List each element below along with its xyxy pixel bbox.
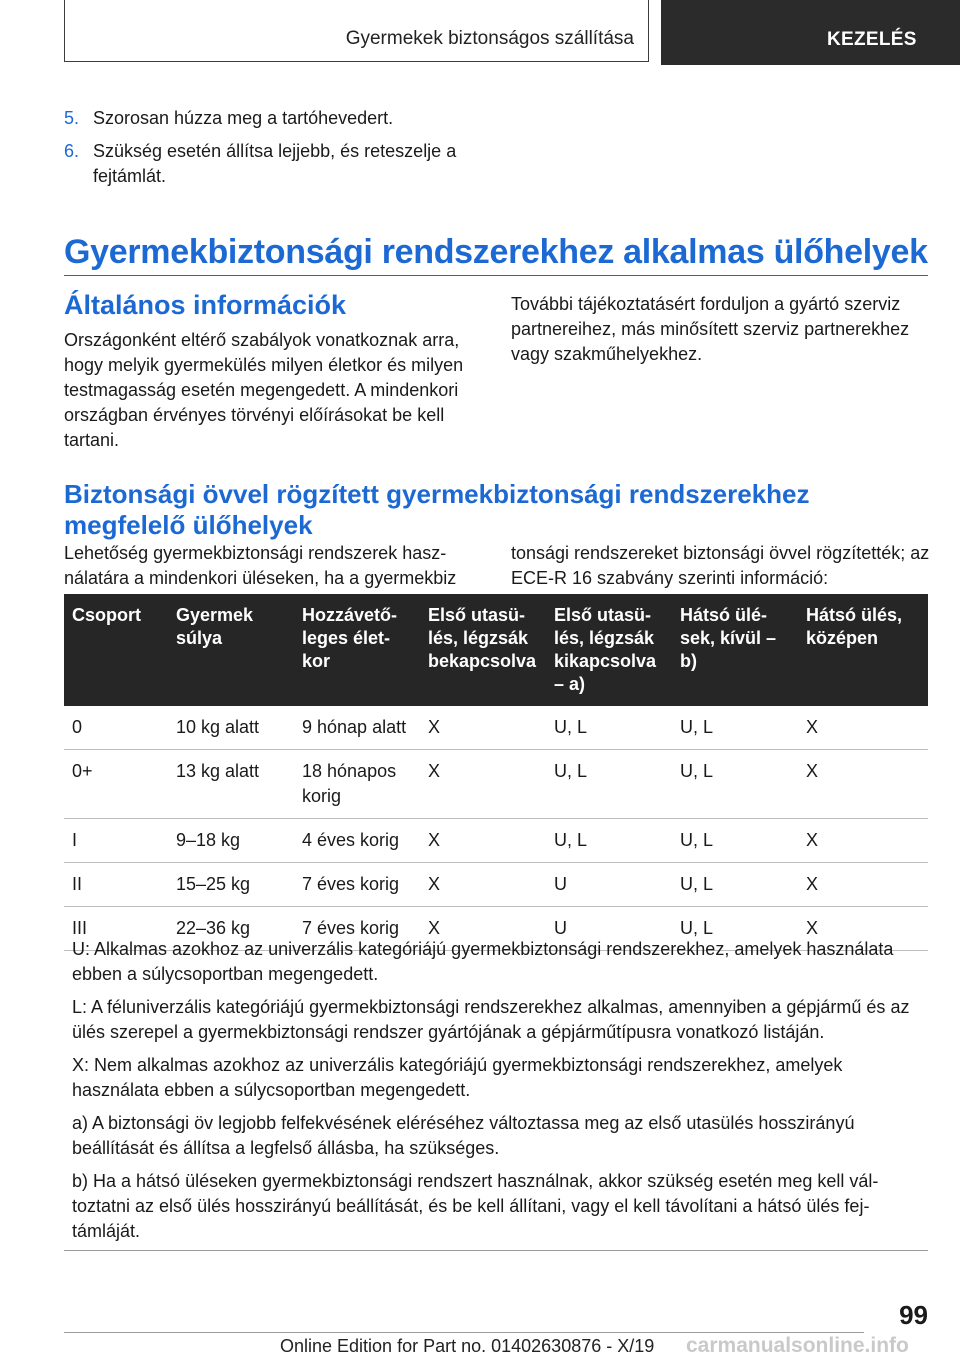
watermark: carmanualsonline.info [686, 1334, 909, 1357]
footer-edition-text: Online Edition for Part no. 01402630876 - X/19 [280, 1336, 655, 1356]
table-cell: 0+ [64, 750, 168, 819]
table-cell: 13 kg alatt [168, 750, 294, 819]
table-cell: U [546, 863, 672, 907]
table-cell: U, L [546, 819, 672, 863]
column-header: Csoport [64, 594, 168, 706]
note-u: U: Alkalmas azokhoz az univerzális kategóriájú gyermekbiztonsági rendszerekhez, amelyek használata ebben a súlycsoportban megengedett. [72, 939, 894, 984]
column-header: Hozzávetőleges életkor [294, 594, 420, 706]
table-cell: U, L [672, 750, 798, 819]
table-cell: X [798, 863, 928, 907]
heading-divider [64, 275, 928, 276]
table-cell: 7 éves korig [294, 863, 420, 907]
table-cell: X [420, 907, 546, 951]
table-row [64, 750, 928, 819]
general-info-text-right: További tájékoztatásért forduljon a gyártó szerviz partnereihez, más minősített szerviz partnerekhez vagy szakműhelyekhez. [511, 294, 910, 364]
table-cell: III [64, 907, 168, 951]
step-text: Szükség esetén állítsa lejjebb, és reteszelje a fejtámlát. [93, 141, 457, 186]
table-cell: X [420, 706, 546, 750]
header-chapter-tab [661, 0, 960, 65]
chapter-tag: KEZELÉS [827, 29, 917, 50]
general-info-text-left: Országonként eltérő szabályok vonatkoznak arra, hogy melyik gyermekülés milyen életkor és milyen testmagasság esetén megengedett. A mindenkori országban érvényes törvényi előírásokat be kell tartani. [64, 330, 464, 450]
header-section-box [64, 0, 649, 62]
table-cell: 18 hónapos korig [294, 750, 420, 819]
step-number: 5. [64, 108, 80, 128]
table-cell: 0 [64, 706, 168, 750]
table-row [64, 819, 928, 863]
table-cell: X [420, 750, 546, 819]
table-cell: X [420, 863, 546, 907]
table-cell: X [420, 819, 546, 863]
note-b: b) Ha a hátsó üléseken gyermekbiztonsági rendszert használnak, akkor szükség esetén meg kell változtatni az első ülés hosszirányú beállítását, és be kell állítani, vagy el kell távolítani a hátsó ülés fejtámláját. [72, 1171, 879, 1241]
footer-divider [64, 1332, 864, 1333]
table-cell: U [546, 907, 672, 951]
table-row [64, 863, 928, 907]
table-cell: U, L [672, 863, 798, 907]
column-header: Első utasülés, légzsák bekapcsolva [420, 594, 546, 706]
step-item [64, 106, 484, 131]
table-cell: X [798, 706, 928, 750]
table-cell: 9–18 kg [168, 819, 294, 863]
step-item [64, 139, 484, 189]
table-cell: 4 éves korig [294, 819, 420, 863]
table-cell: X [798, 819, 928, 863]
table-cell: 7 éves korig [294, 907, 420, 951]
table-cell: X [798, 750, 928, 819]
belt-section-text-right: tonsági rendszereket biztonsági övvel rögzítették; az ECE-R 16 szabvány szerinti információ: [511, 543, 930, 588]
column-header: Gyermek súlya [168, 594, 294, 706]
section-title: Gyermekek biztonságos szállítása [345, 28, 634, 49]
legend-notes [72, 937, 922, 1252]
general-info-heading: Általános információk [64, 290, 347, 320]
belt-section-text-left: Lehetőség gyermekbiztonsági rendszerek használatára a mindenkori üléseken, ha a gyermekbiz [64, 543, 457, 588]
table-cell: U, L [672, 907, 798, 951]
table-cell: 22–36 kg [168, 907, 294, 951]
table-cell: 15–25 kg [168, 863, 294, 907]
note-l: L: A féluniverzális kategóriájú gyermekbiztonsági rendszerekhez alkalmas, amennyiben a gépjármű és az ülés szerepel a gyermekbiztonsági rendszer gyártójának a gépjárműtípusra vonatkozó listáján. [72, 997, 910, 1042]
note-x: X: Nem alkalmas azokhoz az univerzális kategóriájú gyermekbiztonsági rendszerekhez, amelyek használata ebben a súlycsoportban megengedett. [72, 1055, 843, 1100]
table-cell: 10 kg alatt [168, 706, 294, 750]
step-text: Szorosan húzza meg a tartóhevedert. [93, 108, 394, 128]
belt-section-heading: Biztonsági övvel rögzített gyermekbiztonsági rendszerekhez megfelelő ülőhelyek [64, 479, 810, 540]
step-list [64, 106, 484, 197]
page-number: 99 [899, 1300, 928, 1330]
table-cell: U, L [672, 706, 798, 750]
table-cell: U, L [672, 819, 798, 863]
column-header: Hátsó ülés, középen [798, 594, 928, 706]
notes-divider [64, 1250, 928, 1251]
table-cell: U, L [546, 706, 672, 750]
table-cell: I [64, 819, 168, 863]
table-cell: U, L [546, 750, 672, 819]
step-number: 6. [64, 141, 80, 161]
table-cell: X [798, 907, 928, 951]
table-cell: II [64, 863, 168, 907]
seat-suitability-table [64, 594, 928, 951]
table-row [64, 706, 928, 750]
main-heading: Gyermekbiztonsági rendszerekhez alkalmas ülőhelyek [64, 233, 928, 271]
column-header: Hátsó ülések, kívül – b) [672, 594, 798, 706]
table-header-row [64, 594, 928, 706]
table-cell: 9 hónap alatt [294, 706, 420, 750]
column-header: Első utasülés, légzsák kikapcsolva – a) [546, 594, 672, 706]
note-a: a) A biztonsági öv legjobb felfekvésének eléréséhez változtassa meg az első utasülés hosszirányú beállítását és állítsa a legfelső állásba, ha szükséges. [72, 1113, 855, 1158]
